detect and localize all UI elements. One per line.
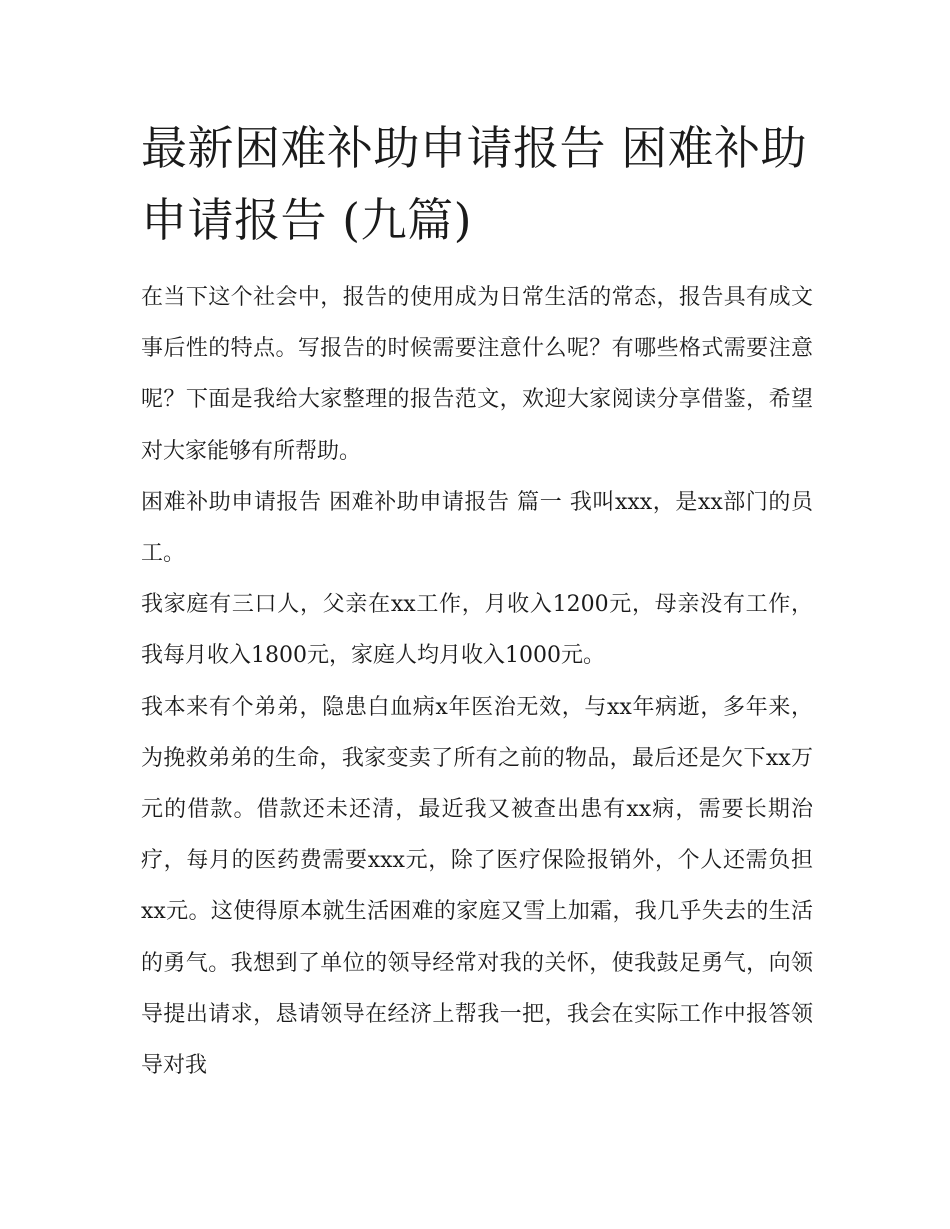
intro-paragraph: 在当下这个社会中，报告的使用成为日常生活的常态，报告具有成文事后性的特点。写报告的时候需要注意什么呢？有哪些格式需要注意呢？下面是我给大家整理的报告范文，欢迎大家阅读分享借鉴，希望对大家能够有所帮助。 (141, 285, 813, 464)
hardship-paragraph: 我本来有个弟弟，隐患白血病x年医治无效，与xx年病逝，多年来，为挽救弟弟的生命，我家变卖了所有之前的物品，最后还是欠下xx万元的借款。借款还未还清，最近我又被查出患有xx病，需要长期治疗，每月的医药费需要xxx元，除了医疗保险报销外，个人还需负担xx元。这使得原本就生活困难的家庭又雪上加霜，我几乎失去的生活的勇气。我想到了单位的领导经常对我的关怀，使我鼓足勇气，向领导提出请求，恳请领导在经济上帮我一把，我会在实际工作中报答领导对我 (141, 694, 813, 1079)
family-income-paragraph: 我家庭有三口人，父亲在xx工作，月收入1200元，母亲没有工作，我每月收入1800元，家庭人均月收入1000元。 (141, 592, 813, 669)
document-page (141, 112, 813, 1091)
section-heading-paragraph: 困难补助申请报告 困难补助申请报告 篇一 我叫xxx，是xx部门的员工。 (141, 489, 813, 567)
document-title: 最新困难补助申请报告 困难补助申请报告 (九篇) (141, 121, 808, 247)
document-body (141, 272, 813, 1091)
